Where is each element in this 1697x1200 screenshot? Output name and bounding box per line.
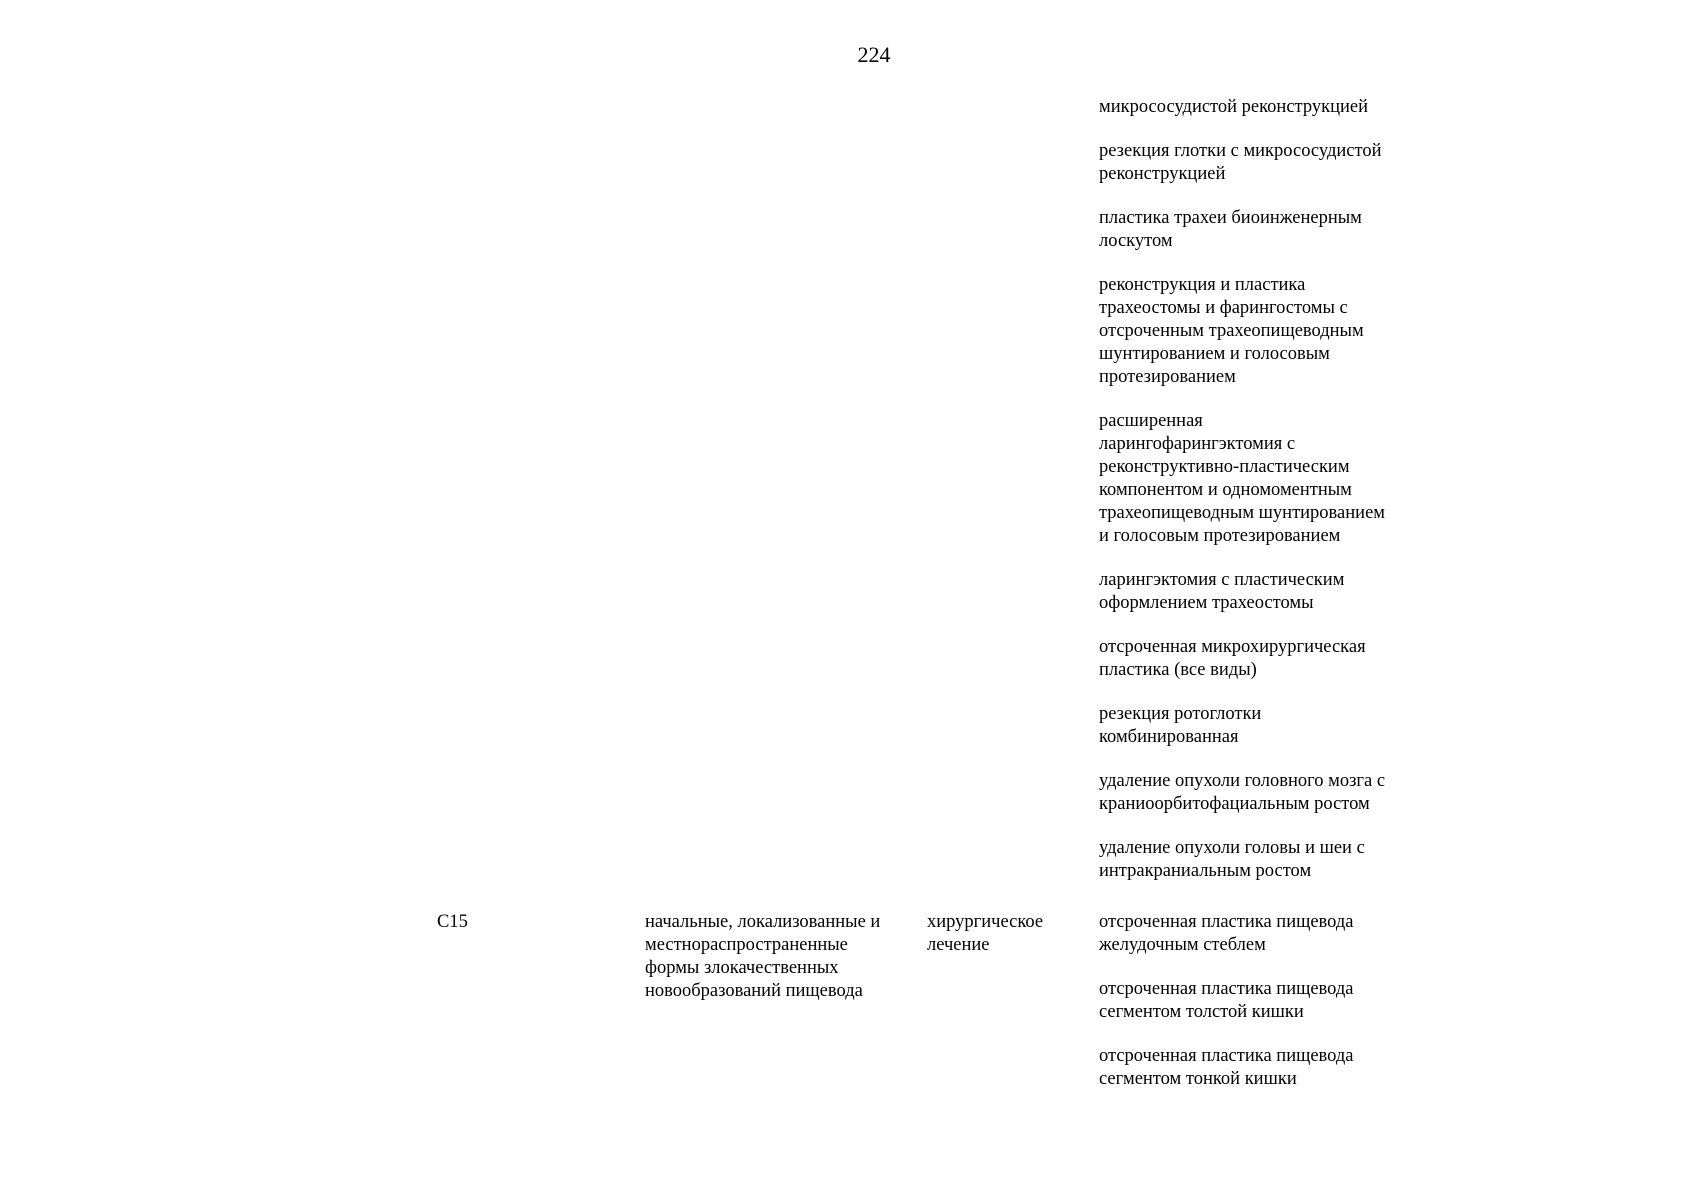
method-line: реконструкция и пластика	[1099, 275, 1306, 295]
method-line: лоскутом	[1099, 231, 1173, 251]
diagnosis-description	[645, 911, 920, 1003]
method-line: оформлением трахеостомы	[1099, 593, 1314, 613]
method-line: сегментом толстой кишки	[1099, 1002, 1304, 1022]
method-item	[1099, 911, 1429, 957]
method-line: компонентом и одномоментным	[1099, 480, 1352, 500]
method-item	[1099, 410, 1429, 548]
method-line: отсроченным трахеопищеводным	[1099, 321, 1364, 341]
treatment-line: хирургическое	[927, 912, 1044, 932]
method-line: пластика трахеи биоинженерным	[1099, 208, 1362, 228]
method-line: шунтированием и голосовым	[1099, 344, 1330, 364]
method-line: удаление опухоли головного мозга с	[1099, 771, 1386, 791]
method-item	[1099, 1045, 1429, 1091]
method-item	[1099, 96, 1429, 119]
method-item	[1099, 140, 1429, 186]
treatment-line: лечение	[927, 935, 990, 955]
method-item	[1099, 978, 1429, 1024]
method-line: резекция ротоглотки	[1099, 704, 1262, 724]
diagnosis-line: новообразований пищевода	[645, 981, 863, 1001]
treatment-methods-column	[1099, 911, 1429, 1112]
treatment-type	[927, 911, 1087, 957]
method-line: протезированием	[1099, 367, 1236, 387]
method-line: трахеопищеводным шунтированием	[1099, 503, 1385, 523]
method-item	[1099, 207, 1429, 253]
continued-methods-column	[1099, 96, 1429, 904]
diagnosis-line: местнораспространенные	[645, 935, 848, 955]
method-item	[1099, 569, 1429, 615]
method-line: пластика (все виды)	[1099, 660, 1257, 680]
method-line: краниоорбитофациальным ростом	[1099, 794, 1370, 814]
method-item	[1099, 837, 1429, 883]
method-line: сегментом тонкой кишки	[1099, 1069, 1297, 1089]
method-line: расширенная	[1099, 411, 1203, 431]
method-line: резекция глотки с микрососудистой	[1099, 141, 1382, 161]
method-line: отсроченная пластика пищевода	[1099, 979, 1354, 999]
method-line: интракраниальным ростом	[1099, 861, 1312, 881]
method-item	[1099, 636, 1429, 682]
diagnosis-line: начальные, локализованные и	[645, 912, 881, 932]
method-line: ларингэктомия с пластическим	[1099, 570, 1345, 590]
method-item	[1099, 703, 1429, 749]
method-line: реконструкцией	[1099, 164, 1226, 184]
method-line: желудочным стеблем	[1099, 935, 1266, 955]
method-line: отсроченная пластика пищевода	[1099, 912, 1354, 932]
diagnosis-line: формы злокачественных	[645, 958, 839, 978]
method-line: ларингофарингэктомия с	[1099, 434, 1296, 454]
diagnosis-code: C15	[437, 912, 468, 932]
method-line: и голосовым протезированием	[1099, 526, 1341, 546]
method-line: трахеостомы и фарингостомы с	[1099, 298, 1348, 318]
method-line: микрососудистой реконструкцией	[1099, 97, 1369, 117]
method-line: удаление опухоли головы и шеи с	[1099, 838, 1365, 858]
method-line: отсроченная пластика пищевода	[1099, 1046, 1354, 1066]
method-line: комбинированная	[1099, 727, 1239, 747]
method-item	[1099, 274, 1429, 389]
method-line: реконструктивно-пластическим	[1099, 457, 1350, 477]
method-item	[1099, 770, 1429, 816]
method-line: отсроченная микрохирургическая	[1099, 637, 1366, 657]
page-number: 224	[857, 42, 891, 67]
